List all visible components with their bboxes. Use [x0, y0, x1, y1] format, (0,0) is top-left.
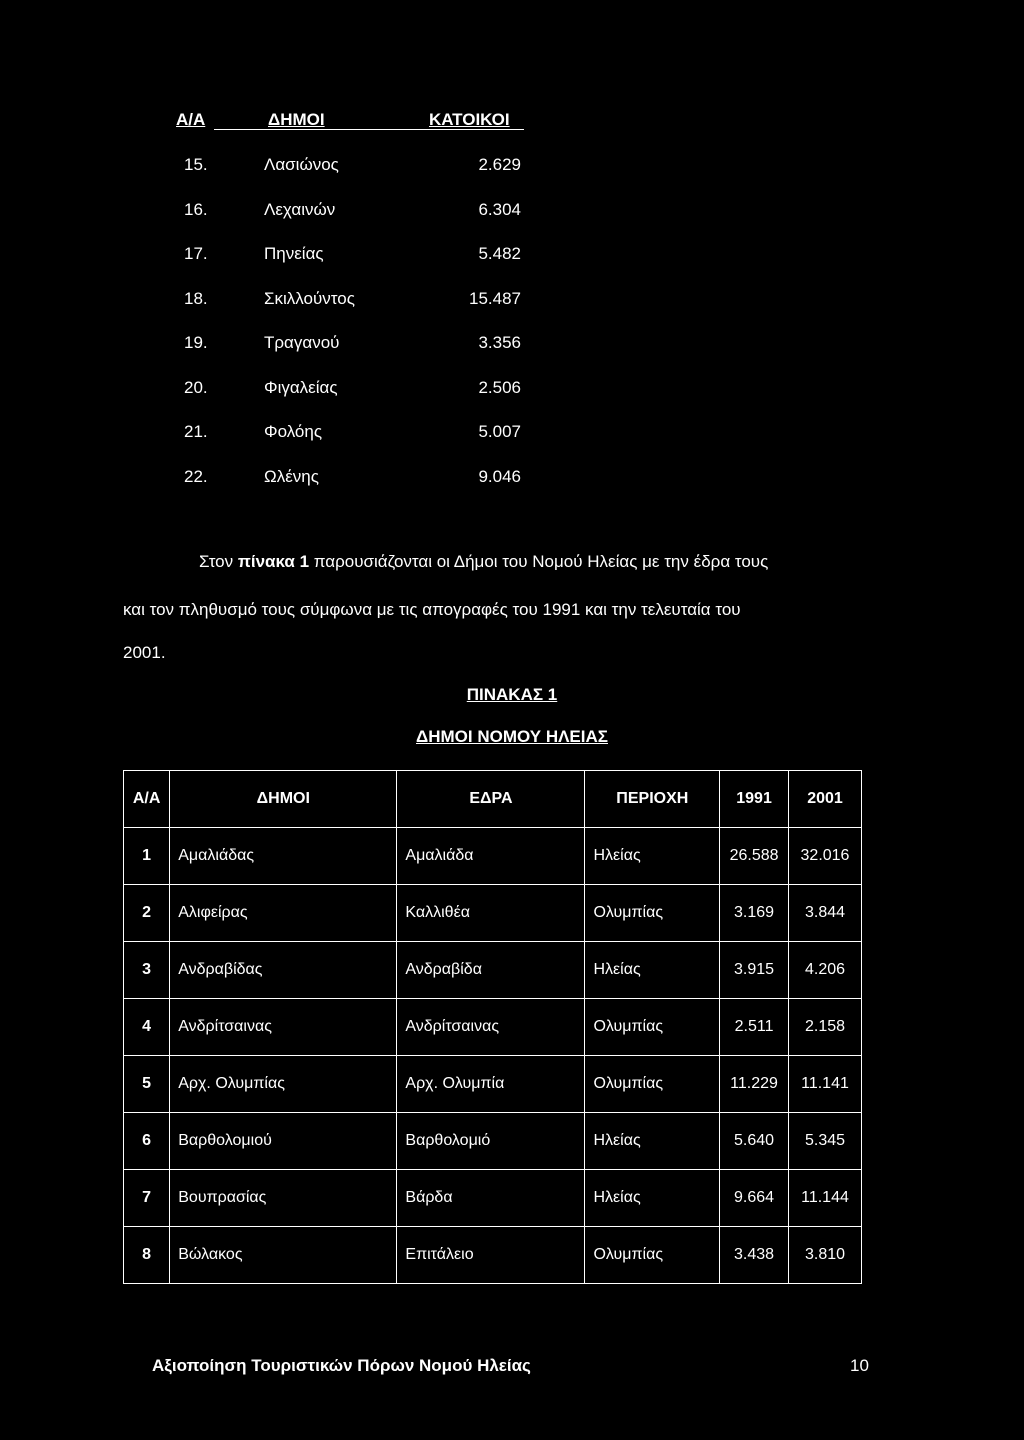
cell-perioxi: Ολυμπίας: [585, 885, 720, 942]
list-item: [0, 333, 1024, 355]
paragraph-bold-ref: πίνακα 1: [237, 552, 310, 571]
table-row: [124, 885, 862, 942]
col-header-dimoi: ΔΗΜΟΙ: [170, 771, 397, 828]
table-row: [124, 1113, 862, 1170]
cell-2001: 2.158: [788, 999, 861, 1056]
cell-edra: Ανδραβίδα: [397, 942, 585, 999]
cell-2001: 4.206: [788, 942, 861, 999]
list-item-name: Πηνείας: [264, 244, 324, 263]
cell-1991: 3.438: [720, 1227, 789, 1284]
list-item-population: 15.487: [469, 288, 521, 308]
cell-1991: 11.229: [720, 1056, 789, 1113]
table-row: [124, 942, 862, 999]
list-item: [0, 378, 1024, 400]
list-item-number: 22.: [184, 466, 208, 486]
table-row: [124, 999, 862, 1056]
cell-perioxi: Ολυμπίας: [585, 999, 720, 1056]
paragraph-line-2: και τον πληθυσμό τους σύμφωνα με τις απογραφές του 1991 και την τελευταία του: [123, 600, 741, 619]
cell-2001: 32.016: [788, 828, 861, 885]
table-title: ΠΙΝΑΚΑΣ 1: [466, 685, 558, 704]
table-row: [124, 1056, 862, 1113]
list-item-number: 15.: [184, 155, 208, 174]
list-item-name: Τραγανού: [264, 333, 340, 352]
list-item-name: Λασιώνος: [264, 155, 339, 174]
paragraph-lead: Στον: [199, 552, 238, 571]
cell-dimos: Βώλακος: [170, 1227, 397, 1284]
cell-dimos: Αμαλιάδας: [170, 828, 397, 885]
cell-perioxi: Ηλείας: [585, 1113, 720, 1170]
list-item-population: 2.629: [478, 155, 521, 174]
paragraph-line1-rest: παρουσιάζονται οι Δήμοι του Νομού Ηλείας με την έδρα τους: [309, 552, 769, 571]
list-header-dimoi: ΔΗΜΟΙ: [268, 110, 325, 129]
cell-aa: 3: [124, 942, 170, 999]
cell-aa: 1: [124, 828, 170, 885]
paragraph-line-3: 2001.: [123, 643, 166, 662]
cell-1991: 2.511: [720, 999, 789, 1056]
cell-dimos: Βαρθολομιού: [170, 1113, 397, 1170]
list-item-number: 17.: [184, 244, 208, 263]
cell-1991: 9.664: [720, 1170, 789, 1227]
list-item-number: 20.: [184, 377, 208, 397]
footer-text: Αξιοποίηση Τουριστικών Πόρων Νομού Ηλείας: [152, 1356, 531, 1375]
list-item-population: 9.046: [478, 466, 521, 486]
table-subtitle: ΔΗΜΟΙ ΝΟΜΟΥ ΗΛΕΙΑΣ: [416, 727, 608, 746]
cell-2001: 11.141: [788, 1056, 861, 1113]
cell-aa: 4: [124, 999, 170, 1056]
cell-perioxi: Ολυμπίας: [585, 1227, 720, 1284]
col-header-edra: ΕΔΡΑ: [397, 771, 585, 828]
list-item-name: Σκιλλούντος: [264, 288, 355, 308]
list-item-number: 19.: [184, 333, 208, 352]
list-item-population: 6.304: [478, 199, 521, 219]
cell-edra: Βάρδα: [397, 1170, 585, 1227]
list-item: [0, 422, 1024, 444]
list-item-population: 5.007: [478, 422, 521, 441]
col-header-perioxi: ΠΕΡΙΟΧΗ: [585, 771, 720, 828]
cell-dimos: Αλιφείρας: [170, 885, 397, 942]
cell-edra: Καλλιθέα: [397, 885, 585, 942]
list-item-number: 16.: [184, 199, 208, 219]
header-underline: [214, 129, 524, 130]
municipalities-table: [123, 770, 862, 1284]
cell-aa: 8: [124, 1227, 170, 1284]
cell-dimos: Αρχ. Ολυμπίας: [170, 1056, 397, 1113]
list-item-name: Φολόης: [264, 422, 323, 441]
cell-aa: 6: [124, 1113, 170, 1170]
list-item-population: 3.356: [478, 333, 521, 352]
list-header-katoikoi: ΚΑΤΟΙΚΟΙ: [429, 110, 510, 129]
cell-1991: 5.640: [720, 1113, 789, 1170]
cell-perioxi: Ηλείας: [585, 1170, 720, 1227]
list-item: [0, 289, 1024, 311]
col-header-1991: 1991: [720, 771, 789, 828]
cell-dimos: Βουπρασίας: [170, 1170, 397, 1227]
cell-2001: 5.345: [788, 1113, 861, 1170]
cell-edra: Αμαλιάδα: [397, 828, 585, 885]
paragraph-line-1: [199, 552, 768, 572]
cell-2001: 3.844: [788, 885, 861, 942]
cell-aa: 7: [124, 1170, 170, 1227]
table-row: [124, 1170, 862, 1227]
list-item: [0, 200, 1024, 222]
cell-1991: 3.915: [720, 942, 789, 999]
list-item-name: Ωλένης: [264, 466, 319, 486]
cell-edra: Ανδρίτσαινας: [397, 999, 585, 1056]
list-header-aa: Α/Α: [176, 110, 206, 129]
cell-2001: 11.144: [788, 1170, 861, 1227]
cell-1991: 26.588: [720, 828, 789, 885]
list-item-population: 2.506: [478, 377, 521, 397]
list-item: [0, 155, 1024, 177]
cell-perioxi: Ηλείας: [585, 828, 720, 885]
cell-dimos: Ανδραβίδας: [170, 942, 397, 999]
list-item-name: Λεχαινών: [264, 199, 336, 219]
cell-perioxi: Ηλείας: [585, 942, 720, 999]
col-header-2001: 2001: [788, 771, 861, 828]
list-item-name: Φιγαλείας: [264, 377, 338, 397]
table-row: [124, 1227, 862, 1284]
cell-perioxi: Ολυμπίας: [585, 1056, 720, 1113]
list-item-number: 21.: [184, 422, 208, 441]
page-number: 10: [850, 1356, 869, 1375]
list-item-population: 5.482: [478, 244, 521, 263]
list-item-number: 18.: [184, 288, 208, 308]
table-row: [124, 828, 862, 885]
list-item: [0, 467, 1024, 489]
list-header: [0, 110, 1024, 134]
list-item: [0, 244, 1024, 266]
cell-dimos: Ανδρίτσαινας: [170, 999, 397, 1056]
cell-edra: Βαρθολομιό: [397, 1113, 585, 1170]
cell-aa: 2: [124, 885, 170, 942]
col-header-aa: Α/Α: [124, 771, 170, 828]
cell-edra: Επιτάλειο: [397, 1227, 585, 1284]
cell-1991: 3.169: [720, 885, 789, 942]
cell-aa: 5: [124, 1056, 170, 1113]
table-header-row: [124, 771, 862, 828]
cell-2001: 3.810: [788, 1227, 861, 1284]
cell-edra: Αρχ. Ολυμπία: [397, 1056, 585, 1113]
